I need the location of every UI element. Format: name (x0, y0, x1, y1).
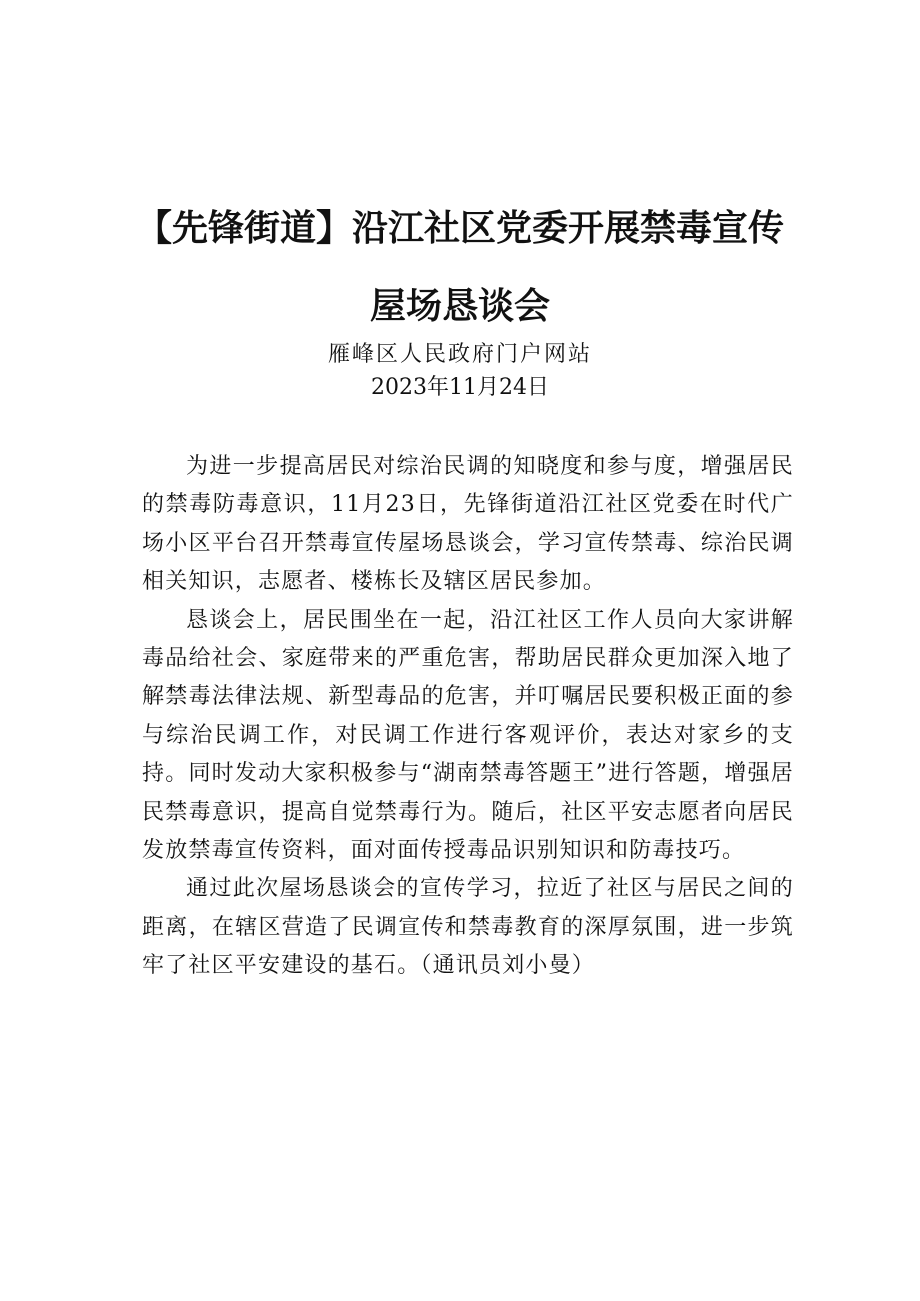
article-title-line-1: 【先锋街道】沿江社区党委开展禁毒宣传 (135, 208, 784, 249)
article-title-line-2: 屋场恳谈会 (369, 286, 550, 327)
paragraph-1: 为进一步提高居民对综治民调的知晓度和参与度，增强居民的禁毒防毒意识，11月23日，先锋街道沿江社区党委在时代广场小区平台召开禁毒宣传屋场恳谈会，学习宣传禁毒、综治民调相关知识，志愿者、楼栋长及辖区居民参加。 (142, 454, 794, 595)
paragraph-3: 通过此次屋场恳谈会的宣传学习，拉近了社区与居民之间的距离，在辖区营造了民调宣传和禁毒教育的深厚氛围，进一步筑牢了社区平安建设的基石。（通讯员刘小曼） (142, 876, 794, 979)
article-body (142, 448, 794, 986)
article-source: 雁峰区人民政府门户网站 (327, 342, 592, 367)
article-date: 2023年11月24日 (371, 375, 549, 400)
paragraph-2: 恳谈会上，居民围坐在一起，沿江社区工作人员向大家讲解毒品给社会、家庭带来的严重危害，帮助居民群众更加深入地了解禁毒法律法规、新型毒品的危害，并叮嘱居民要积极正面的参与综治民调工作，对民调工作进行客观评价，表达对家乡的支持。同时发动大家积极参与“湖南禁毒答题王”进行答题，增强居民禁毒意识，提高自觉禁毒行为。随后，社区平安志愿者向居民发放禁毒宣传资料，面对面传授毒品识别知识和防毒技巧。 (142, 607, 794, 864)
